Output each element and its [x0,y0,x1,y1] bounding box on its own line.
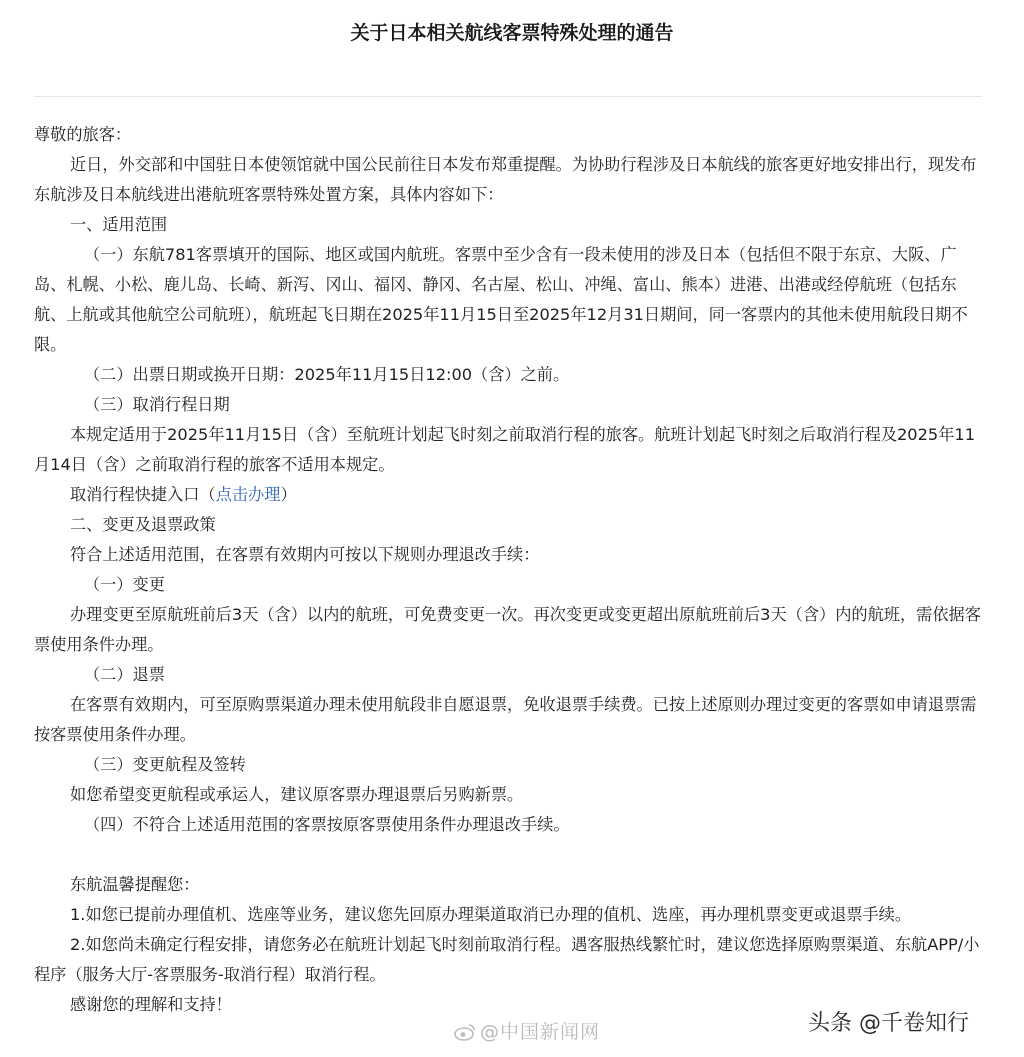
reminder-heading: 东航温馨提醒您： [70,875,200,894]
reminder-item2: 2.如您尚未确定行程安排，请您务必在航班计划起飞时刻前取消行程。遇客服热线繁忙时，建议您选择原购票渠道、东航APP/小程序（服务大厅-客票服务-取消行程）取消行程。 [34,935,980,984]
cancel-trip-link[interactable]: 点击办理 [215,485,281,504]
other-rule: （四）不符合上述适用范围的客票按原客票使用条件办理退改手续。 [84,815,570,834]
weibo-watermark [454,1017,600,1046]
thanks-line: 感谢您的理解和支持！ [70,995,232,1014]
quick-entry-suffix: ） [280,485,297,504]
section1-item3-heading: （三）取消行程日期 [84,395,230,414]
spacer [34,840,984,870]
quick-entry-prefix: 取消行程快捷入口（ [70,485,216,504]
change-text: 办理变更至原航班前后3天（含）以内的航班，可免费变更一次。再次变更或变更超出原航班前后3天（含）内的航班，需依据客票使用条件办理。 [34,605,981,654]
page-title: 关于日本相关航线客票特殊处理的通告 [350,22,674,44]
section1-item1: （一）东航781客票填开的国际、地区或国内航班。客票中至少含有一段未使用的涉及日本（包括但不限于东京、大阪、广岛、札幌、小松、鹿儿岛、长崎、新泻、冈山、福冈、静冈、名古屋、松山、冲绳、富山、熊本）进港、出港或经停航班（包括东航、上航或其他航空公司航班），航班起飞日期在2025年11月15日至2025年12月31日期间，同一客票内的其他未使用航段日期不限。 [34,245,968,354]
section2-heading: 二、变更及退票政策 [70,515,216,534]
refund-heading: （二）退票 [84,665,165,684]
title-divider [34,96,982,97]
section2-intro: 符合上述适用范围，在客票有效期内可按以下规则办理退改手续： [70,545,540,564]
quick-entry [34,480,984,510]
weibo-watermark-text: @中国新闻网 [480,1021,601,1043]
change-heading: （一）变更 [84,575,165,594]
intro-paragraph: 近日，外交部和中国驻日本使领馆就中国公民前往日本发布郑重提醒。为协助行程涉及日本航线的旅客更好地安排出行，现发布东航涉及日本航线进出港航班客票特殊处置方案，具体内容如下： [34,155,977,204]
weibo-icon [454,1023,476,1046]
reminder-item1: 1.如您已提前办理值机、选座等业务，建议您先回原办理渠道取消已办理的值机、选座，再办理机票变更或退票手续。 [70,905,912,924]
section1-heading: 一、适用范围 [70,215,168,234]
section1-item3-text: 本规定适用于2025年11月15日（含）至航班计划起飞时刻之前取消行程的旅客。航班计划起飞时刻之后取消行程及2025年11月14日（含）之前取消行程的旅客不适用本规定。 [34,425,975,474]
greeting: 尊敬的旅客： [34,125,132,144]
reroute-heading: （三）变更航程及签转 [84,755,246,774]
toutiao-watermark: 头条 @千卷知行 [808,1011,969,1036]
refund-text: 在客票有效期内，可至原购票渠道办理未使用航段非自愿退票，免收退票手续费。已按上述原则办理过变更的客票如申请退票需按客票使用条件办理。 [34,695,977,744]
reroute-text: 如您希望变更航程或承运人，建议原客票办理退票后另购新票。 [70,785,524,804]
notice-body [34,120,984,1020]
section1-item2: （二）出票日期或换开日期：2025年11月15日12:00（含）之前。 [84,365,570,384]
